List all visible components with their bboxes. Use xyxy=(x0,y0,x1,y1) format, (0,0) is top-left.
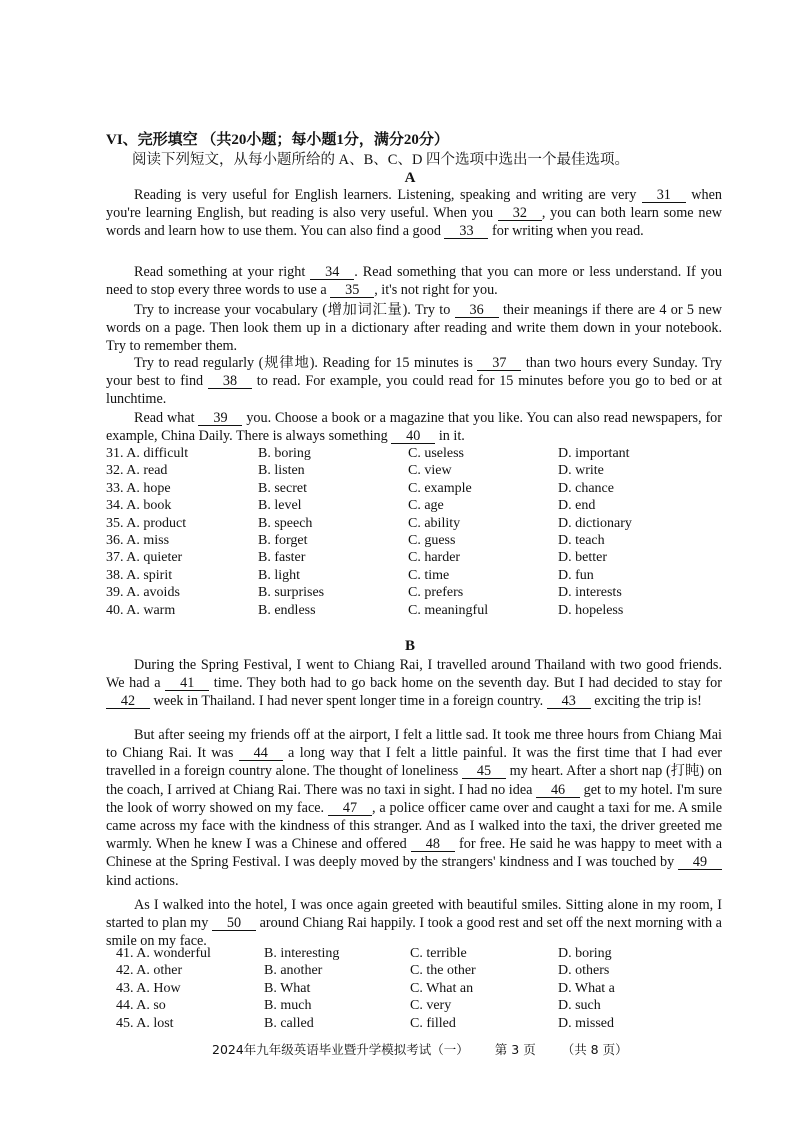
option-b: B. level xyxy=(258,498,302,514)
option-c: C. guess xyxy=(408,532,456,548)
option-a: 42. A. other xyxy=(116,963,183,979)
option-a: 35. A. product xyxy=(106,515,187,531)
footer-page-number: 第 3 页 xyxy=(494,1042,536,1057)
answer-blank: 43 xyxy=(547,694,591,709)
option-b: B. interesting xyxy=(264,946,340,961)
option-d: D. hopeless xyxy=(558,602,624,618)
passage-text: around Chiang Rai happily. I took a good rest and set off the next morning with a smile on my face. xyxy=(106,915,722,950)
option-c: C. very xyxy=(410,998,452,1014)
answer-blank: 49 xyxy=(678,855,722,870)
option-c: C. time xyxy=(408,567,450,583)
answer-blank: 41 xyxy=(165,676,209,691)
section-title: VI、完形填空 （共20小题；每小题1分，满分20分） xyxy=(106,132,449,148)
option-b: B. secret xyxy=(258,480,307,496)
passage-a-paragraph-2 xyxy=(106,263,722,299)
passage-b-paragraph-3 xyxy=(106,896,722,951)
answer-blank: 36 xyxy=(455,303,499,318)
passage-text: week in Thailand. I had never spent longer time in a foreign country. xyxy=(150,693,547,710)
option-a: 34. A. book xyxy=(106,498,172,514)
passage-text: for writing when you read. xyxy=(488,223,644,240)
option-d: D. chance xyxy=(558,480,614,496)
passage-text: time. They both had to go back home on the seventh day. But I had decided to stay for xyxy=(209,675,722,692)
answer-blank: 46 xyxy=(536,783,580,798)
option-a: 36. A. miss xyxy=(106,532,170,548)
passage-a-paragraph-4 xyxy=(106,354,722,409)
passage-text: But after seeing my friends off at the airport, I felt a little sad. It took me three hours from Chiang Mai to Chiang Rai. It was xyxy=(106,727,722,762)
option-b: B. another xyxy=(264,963,323,979)
option-c: C. prefers xyxy=(408,585,464,601)
passage-text: for free. He said he was happy to meet with a Chinese at the Spring Festival. I was deeply moved by the strangers' kindness and I was touched by xyxy=(106,836,722,871)
option-b: B. speech xyxy=(258,515,313,531)
option-d: D. such xyxy=(558,998,601,1014)
passage-text: As I walked into the hotel, I was once again greeted with beautiful smiles. Sitting alone in my room, I started to plan my xyxy=(106,897,722,932)
answer-blank: 45 xyxy=(462,764,506,779)
option-d: D. teach xyxy=(558,532,605,548)
footer-exam-title: 2024年九年级英语毕业暨升学模拟考试（一） xyxy=(212,1042,469,1057)
passage-a-paragraph-5 xyxy=(106,409,722,445)
passage-text: Reading is very useful for English learners. Listening, speaking and writing are very xyxy=(134,187,642,203)
passage-b-paragraph-1 xyxy=(106,656,722,711)
option-c: C. age xyxy=(408,498,444,514)
answer-blank: 35 xyxy=(330,283,374,298)
option-b: B. called xyxy=(264,1015,314,1031)
option-c: C. useless xyxy=(408,446,464,461)
answer-blank: 47 xyxy=(328,801,372,816)
passage-text: than two hours every Sunday. Try your best to find xyxy=(106,355,722,390)
answer-blank: 50 xyxy=(212,916,256,931)
passage-a-paragraph-3 xyxy=(106,301,722,356)
option-d: D. fun xyxy=(558,567,594,583)
option-d: D. What a xyxy=(558,980,615,996)
option-b: B. listen xyxy=(258,463,305,479)
option-c: C. view xyxy=(408,463,452,479)
passage-text: Try to increase your vocabulary (增加词汇量). Try to xyxy=(134,302,455,318)
option-d: D. others xyxy=(558,963,610,979)
option-d: D. important xyxy=(558,446,630,461)
answer-blank: 37 xyxy=(477,356,521,371)
option-c: C. the other xyxy=(410,963,476,979)
answer-blank: 39 xyxy=(198,411,242,426)
answer-blank: 44 xyxy=(239,746,283,761)
option-c: C. terrible xyxy=(410,946,467,961)
passage-text: . Read something that you can more or less understand. If you need to stop every three words to use a xyxy=(106,264,722,299)
option-b: B. light xyxy=(258,567,301,583)
section-instruction: 阅读下列短文，从每小题所给的 A、B、C、D 四个选项中选出一个最佳选项。 xyxy=(132,152,630,168)
option-b: B. What xyxy=(264,980,311,996)
passage-b-paragraph-2 xyxy=(106,726,722,890)
passage-text: During the Spring Festival, I went to Chiang Rai, I travelled around Thailand with two good friends. We had a xyxy=(106,657,722,692)
option-c: C. harder xyxy=(408,550,461,566)
option-a: 45. A. lost xyxy=(116,1015,174,1031)
option-d: D. boring xyxy=(558,946,612,961)
option-d: D. dictionary xyxy=(558,515,632,531)
passage-text: in it. xyxy=(435,428,465,445)
passage-text: Try to read regularly (规律地). Reading for 15 minutes is xyxy=(134,355,478,371)
answer-blank: 42 xyxy=(106,694,150,709)
option-c: C. example xyxy=(408,480,472,496)
option-b: B. faster xyxy=(258,550,306,566)
answer-blank: 38 xyxy=(208,374,252,389)
option-a: 44. A. so xyxy=(116,998,166,1014)
passage-a-letter: A xyxy=(404,170,416,186)
answer-blank: 33 xyxy=(444,224,488,239)
option-b: B. surprises xyxy=(258,585,325,601)
answer-blank: 32 xyxy=(498,206,542,221)
option-b: B. endless xyxy=(258,602,316,618)
option-a: 43. A. How xyxy=(116,980,181,996)
option-b: B. much xyxy=(264,998,312,1014)
option-a: 31. A. difficult xyxy=(106,446,189,461)
passage-text: my heart. After a short nap (打盹) on the coach, I arrived at Chiang Rai. There was no taxi in sight. I had no idea xyxy=(106,763,722,798)
option-b: B. boring xyxy=(258,446,311,461)
passage-text: a long way that I felt a little painful. It was the first time that I had ever travelled in a foreign country alone. The thought of loneliness xyxy=(106,745,722,780)
option-d: D. end xyxy=(558,498,596,514)
passage-text: their meanings if there are 4 or 5 new words on a page. Then look them up in a dictionary after reading and write them down in your notebook. Try to remember them. xyxy=(106,302,722,355)
passage-text: to read. For example, you could read for 15 minutes before you go to bed or at lunchtime. xyxy=(106,373,723,408)
passage-a-paragraph-1 xyxy=(106,186,722,241)
option-a: 33. A. hope xyxy=(106,480,171,496)
passage-text: you. Choose a book or a magazine that you like. You can also read newspapers, for example, China Daily. There is always something xyxy=(106,410,722,445)
option-a: 39. A. avoids xyxy=(106,585,180,601)
option-a: 38. A. spirit xyxy=(106,567,173,583)
option-a: 40. A. warm xyxy=(106,602,176,618)
page-footer xyxy=(212,1040,650,1058)
answer-blank: 34 xyxy=(310,265,354,280)
option-c: C. ability xyxy=(408,515,461,531)
option-b: B. forget xyxy=(258,532,308,548)
answer-blank: 40 xyxy=(391,429,435,444)
passage-text: kind actions. xyxy=(106,872,179,889)
option-a: 32. A. read xyxy=(106,463,168,479)
passage-text: Read something at your right xyxy=(134,264,311,280)
passage-text: , it's not right for you. xyxy=(374,282,498,299)
option-d: D. interests xyxy=(558,585,622,601)
passage-text: , you can both learn some new words and learn how to use them. You can also find a good xyxy=(106,205,722,240)
option-c: C. meaningful xyxy=(408,602,489,618)
option-a: 37. A. quieter xyxy=(106,550,183,566)
footer-total-pages: （共 8 页） xyxy=(561,1042,628,1057)
passage-text: when you're learning English, but reading is also very useful. When you xyxy=(106,187,723,222)
option-d: D. better xyxy=(558,550,607,566)
passage-b-letter: B xyxy=(404,638,415,654)
passage-text: Read what xyxy=(134,410,199,426)
option-c: C. What an xyxy=(410,980,474,996)
answer-blank: 31 xyxy=(642,188,686,203)
option-c: C. filled xyxy=(410,1015,456,1031)
passage-text: , a police officer came over and caught a taxi for me. A smile came across my face with the kindness of this stranger. And as I walked into the taxi, the driver greeted me warmly. When he knew I was a Chinese and offered xyxy=(106,799,722,853)
passage-text: exciting the trip is! xyxy=(590,693,702,710)
option-a: 41. A. wonderful xyxy=(116,946,211,961)
option-d: D. write xyxy=(558,463,604,479)
passage-text: get to my hotel. I'm sure the look of worry showed on my face. xyxy=(106,781,722,816)
option-d: D. missed xyxy=(558,1015,614,1031)
answer-blank: 48 xyxy=(411,837,455,852)
